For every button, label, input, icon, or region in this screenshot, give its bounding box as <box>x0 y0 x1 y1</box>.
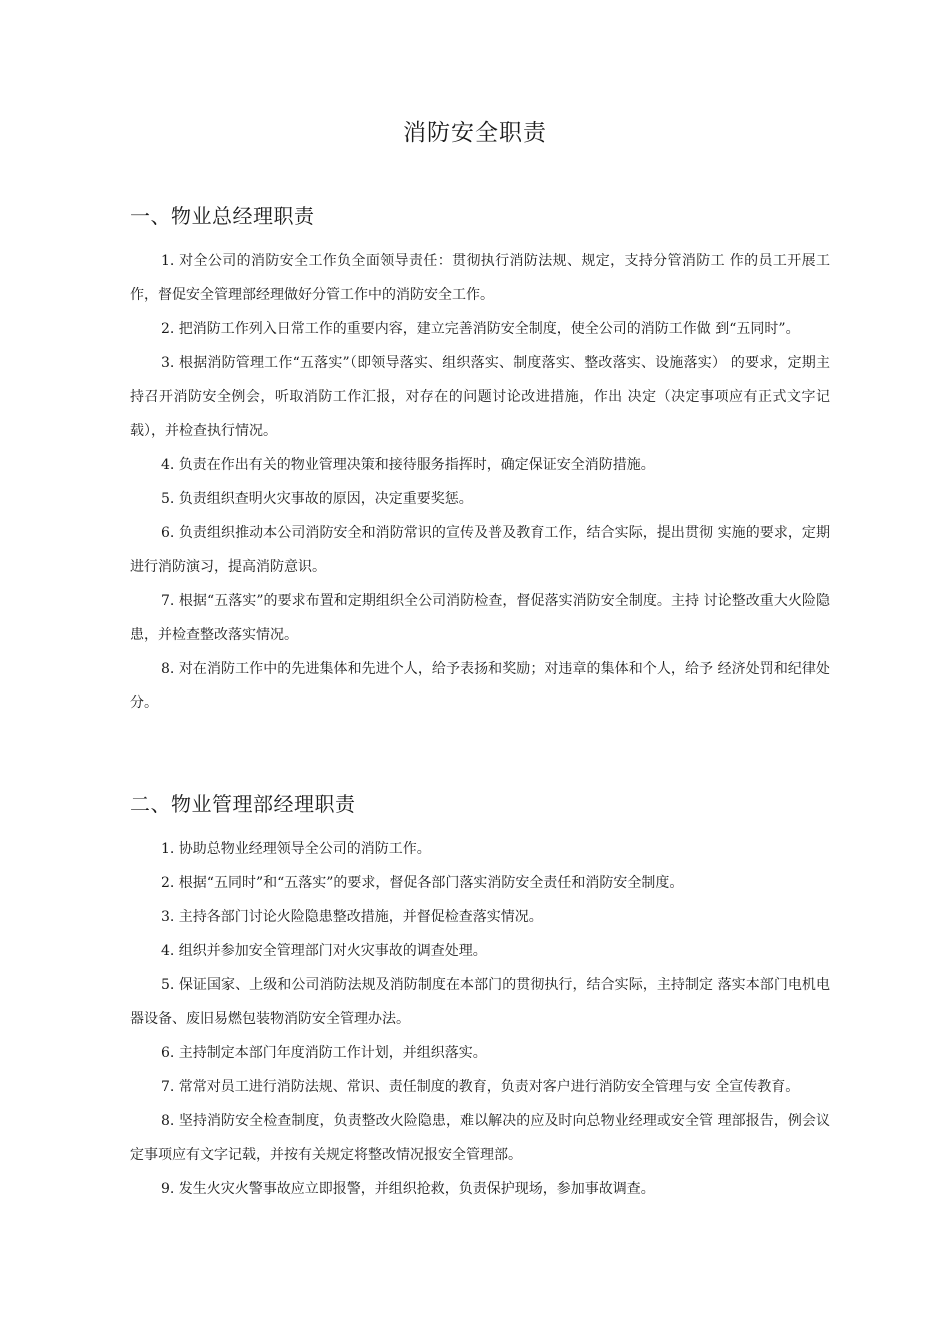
list-item: 4. 组织并参加安全管理部门对火灾事故的调查处理。 <box>161 943 487 959</box>
section-list-general-manager <box>130 244 830 720</box>
list-item: 2. 把消防工作列入日常工作的重要内容，建立完善消防安全制度，使全公司的消防工作做 到“五同时”。 <box>161 321 800 337</box>
list-item: 6. 负责组织推动本公司消防安全和消防常识的宣传及普及教育工作，结合实际，提出贯彻 实施的要求，定期进行消防演习，提高消防意识。 <box>130 525 830 575</box>
document-title: 消防安全职责 <box>403 120 547 146</box>
section-list-management-manager <box>130 832 830 1206</box>
list-item: 1. 对全公司的消防安全工作负全面领导责任：贯彻执行消防法规、规定，支持分管消防工 作的员工开展工作，督促安全管理部经理做好分管工作中的消防安全工作。 <box>130 253 830 303</box>
list-item: 9. 发生火灾火警事故应立即报警，并组织抢救，负责保护现场，参加事故调查。 <box>161 1181 655 1197</box>
list-item: 8. 对在消防工作中的先进集体和先进个人，给予表扬和奖励；对违章的集体和个人，给予 经济处罚和纪律处分。 <box>130 661 830 711</box>
list-item: 6. 主持制定本部门年度消防工作计划，并组织落实。 <box>161 1045 487 1061</box>
list-item: 8. 坚持消防安全检查制度，负责整改火险隐患，难以解决的应及时向总物业经理或安全管 理部报告，例会议定事项应有文字记载，并按有关规定将整改情况报安全管理部。 <box>130 1113 830 1163</box>
list-item: 5. 保证国家、上级和公司消防法规及消防制度在本部门的贯彻执行，结合实际，主持制定 落实本部门电机电器设备、废旧易燃包装物消防安全管理办法。 <box>130 977 830 1027</box>
list-item: 7. 根据“五落实”的要求布置和定期组织全公司消防检查，督促落实消防安全制度。主持 讨论整改重大火险隐患，并检查整改落实情况。 <box>130 593 830 643</box>
section-heading-management-manager: 二、物业管理部经理职责 <box>130 792 356 816</box>
list-item: 3. 主持各部门讨论火险隐患整改措施，并督促检查落实情况。 <box>161 909 543 925</box>
list-item: 3. 根据消防管理工作“五落实”（即领导落实、组织落实、制度落实、整改落实、设施落实） 的要求，定期主持召开消防安全例会，听取消防工作汇报，对存在的问题讨论改进措施，作出 决定（决定事项应有正式文字记载），并检查执行情况。 <box>130 355 830 439</box>
list-item: 1. 协助总物业经理领导全公司的消防工作。 <box>161 841 431 857</box>
section-heading-general-manager: 一、物业总经理职责 <box>130 204 315 228</box>
list-item: 7. 常常对员工进行消防法规、常识、责任制度的教育，负责对客户进行消防安全管理与安 全宣传教育。 <box>161 1079 800 1095</box>
list-item: 5. 负责组织查明火灾事故的原因，决定重要奖惩。 <box>161 491 473 507</box>
list-item: 4. 负责在作出有关的物业管理决策和接待服务指挥时，确定保证安全消防措施。 <box>161 457 655 473</box>
list-item: 2. 根据“五同时”和“五落实”的要求，督促各部门落实消防安全责任和消防安全制度。 <box>161 875 684 891</box>
